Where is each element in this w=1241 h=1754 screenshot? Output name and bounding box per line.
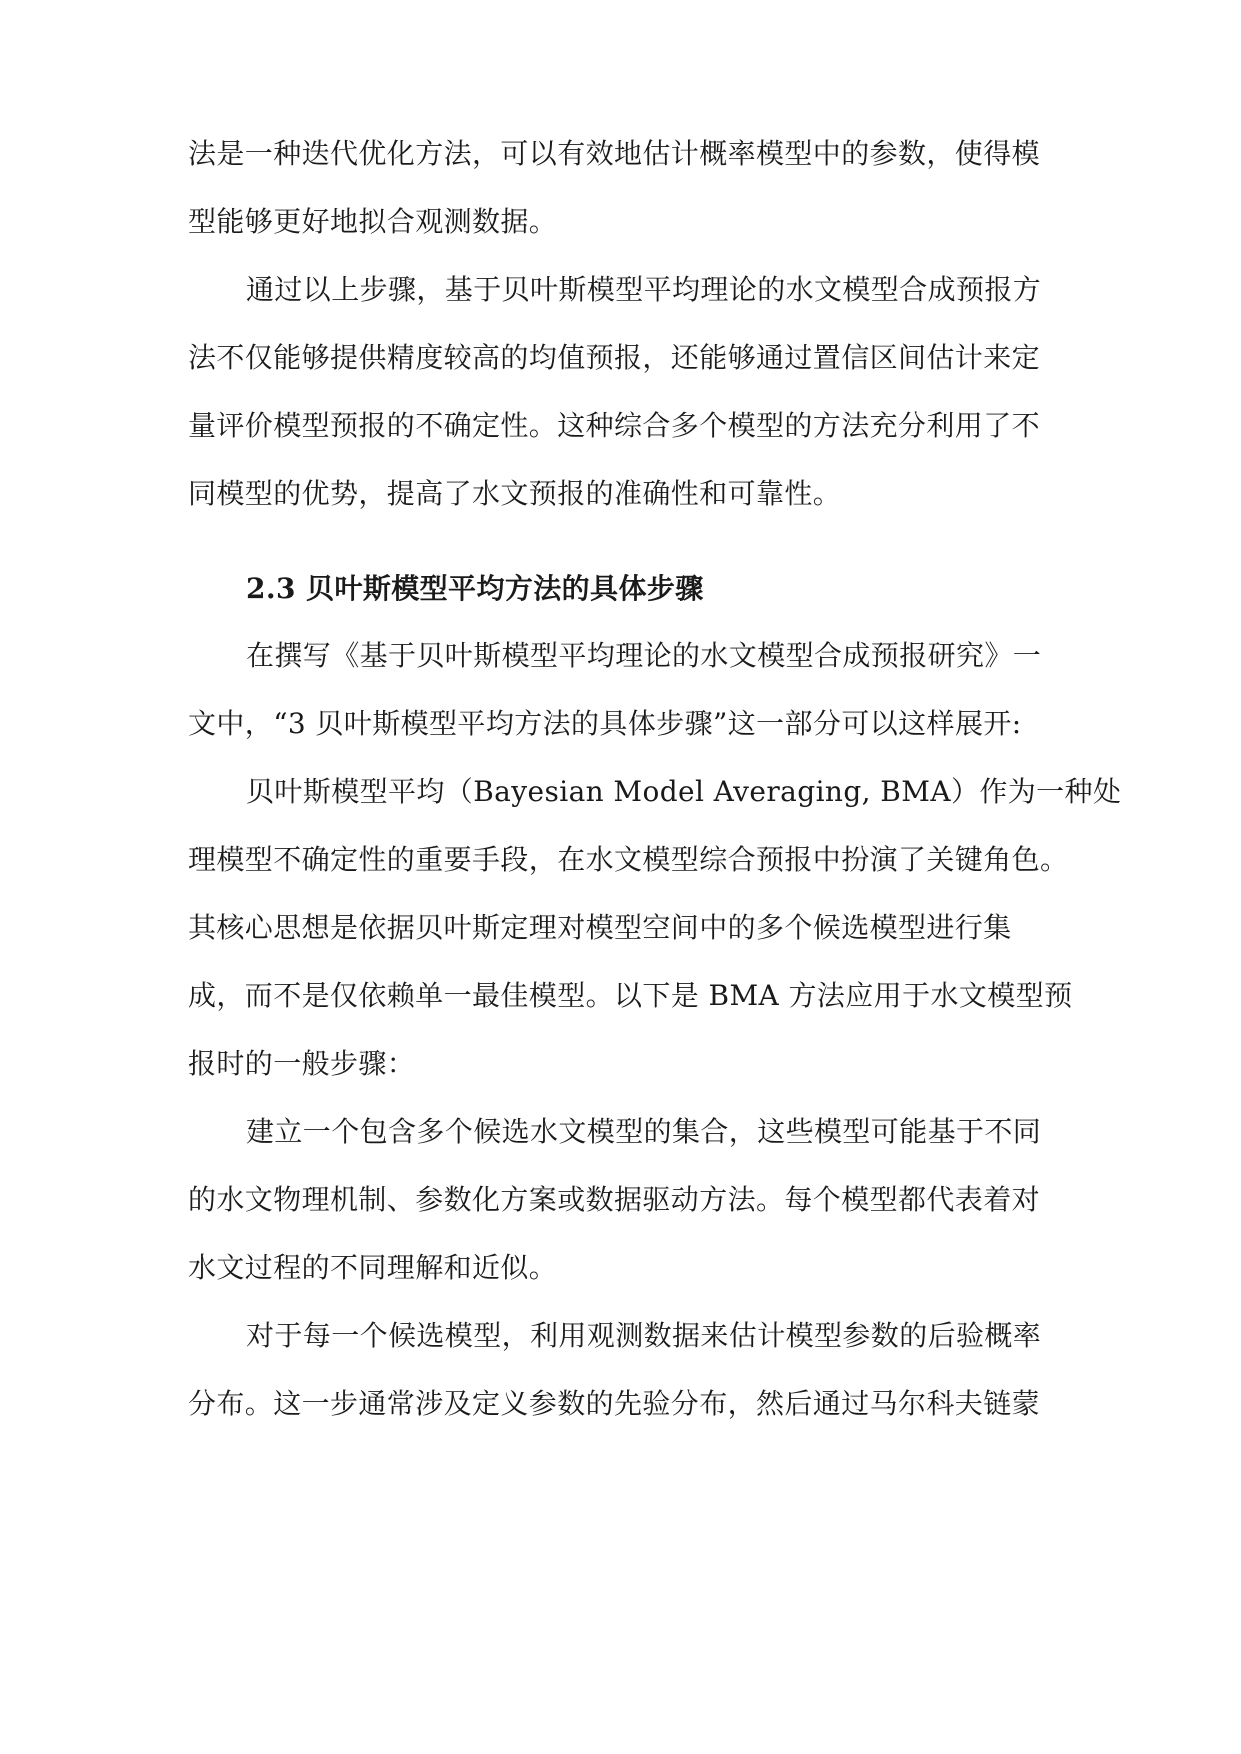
paragraph-line: 报时的一般步骤： [188,1047,416,1080]
paragraph-line: 法不仅能够提供精度较高的均值预报，还能够通过置信区间估计来定 [188,341,1041,374]
paragraph-line: 建立一个包含多个候选水文模型的集合，这些模型可能基于不同 [246,1115,1042,1148]
paragraph-line: 文中，“3 贝叶斯模型平均方法的具体步骤”这一部分可以这样展开: [188,707,1022,740]
paragraph-line: 的水文物理机制、参数化方案或数据驱动方法。每个模型都代表着对 [188,1183,1041,1216]
paragraph-line: 贝叶斯模型平均（Bayesian Model Averaging, BMA）作为一种处 [246,775,1122,808]
paragraph-line: 水文过程的不同理解和近似。 [188,1251,558,1284]
paragraph-line: 通过以上步骤，基于贝叶斯模型平均理论的水文模型合成预报方 [246,273,1042,306]
section-heading: 2.3 贝叶斯模型平均方法的具体步骤 [246,572,704,605]
paragraph-line: 其核心思想是依据贝叶斯定理对模型空间中的多个候选模型进行集 [188,911,1012,944]
paragraph-line: 同模型的优势，提高了水文预报的准确性和可靠性。 [188,477,842,510]
paragraph-line: 在撰写《基于贝叶斯模型平均理论的水文模型合成预报研究》一 [246,639,1042,672]
paragraph-line: 分布。这一步通常涉及定义参数的先验分布，然后通过马尔科夫链蒙 [188,1387,1041,1420]
paragraph-line: 法是一种迭代优化方法，可以有效地估计概率模型中的参数，使得模 [188,137,1041,170]
paragraph-line: 量评价模型预报的不确定性。这种综合多个模型的方法充分利用了不 [188,409,1041,442]
paragraph-line: 型能够更好地拟合观测数据。 [188,205,558,238]
paragraph-line: 成，而不是仅依赖单一最佳模型。以下是 BMA 方法应用于水文模型预 [188,979,1073,1012]
paragraph-line: 对于每一个候选模型，利用观测数据来估计模型参数的后验概率 [246,1319,1042,1352]
paragraph-line: 理模型不确定性的重要手段，在水文模型综合预报中扮演了关键角色。 [188,843,1069,876]
